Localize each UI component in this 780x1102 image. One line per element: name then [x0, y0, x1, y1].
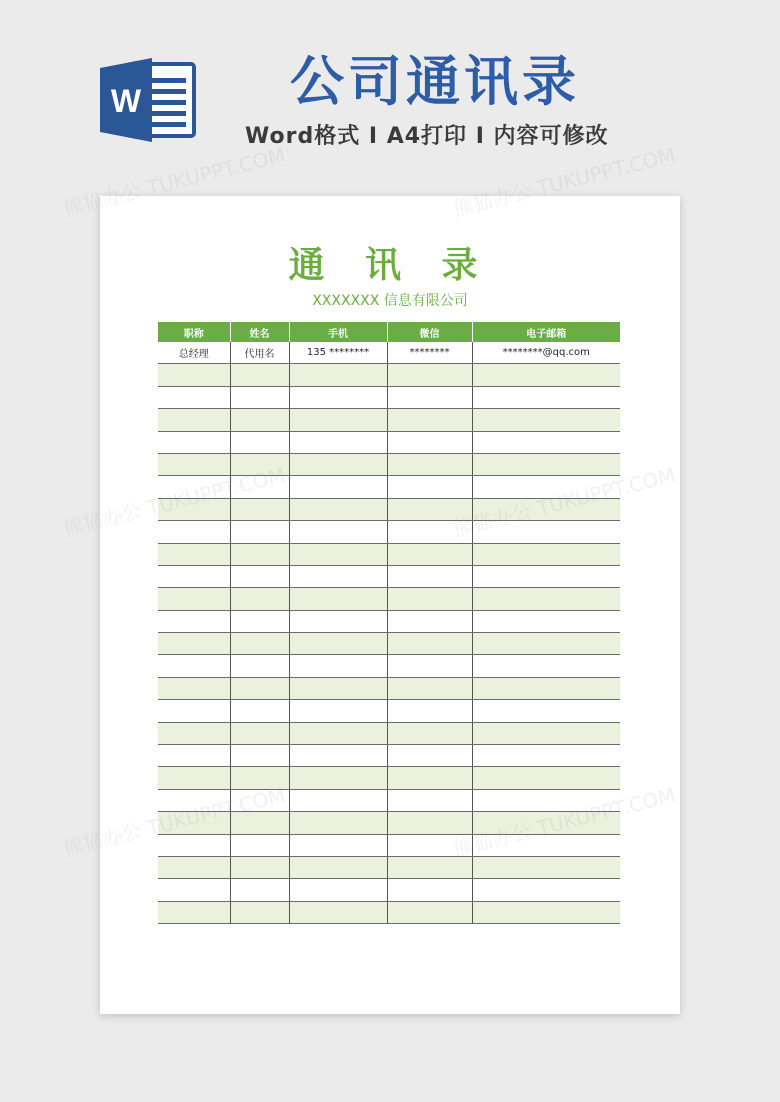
title-cell[interactable]: [158, 543, 230, 565]
wechat-cell[interactable]: [387, 364, 472, 386]
wechat-cell[interactable]: [387, 431, 472, 453]
phone-cell[interactable]: [289, 856, 387, 878]
phone-cell[interactable]: [289, 879, 387, 901]
email-cell[interactable]: [472, 543, 620, 565]
name-cell[interactable]: [230, 498, 289, 520]
column-header-wechat: 微信: [387, 322, 472, 342]
email-cell[interactable]: [472, 767, 620, 789]
title-cell[interactable]: [158, 856, 230, 878]
phone-cell[interactable]: [289, 767, 387, 789]
column-header-name: 姓名: [230, 322, 289, 342]
phone-cell[interactable]: [289, 521, 387, 543]
name-cell[interactable]: [230, 453, 289, 475]
phone-cell[interactable]: [289, 745, 387, 767]
phone-cell[interactable]: [289, 431, 387, 453]
wechat-cell[interactable]: [387, 498, 472, 520]
table-row: [158, 633, 620, 655]
name-cell[interactable]: [230, 812, 289, 834]
table-row: [158, 498, 620, 520]
wechat-cell[interactable]: [387, 901, 472, 923]
wechat-cell[interactable]: [387, 812, 472, 834]
wechat-cell[interactable]: [387, 677, 472, 699]
wechat-cell[interactable]: [387, 521, 472, 543]
document-title: 通 讯 录: [288, 245, 492, 286]
watermark: 熊猫办公: [60, 818, 145, 862]
email-cell[interactable]: [472, 610, 620, 632]
table-row: [158, 409, 620, 431]
phone-cell[interactable]: [289, 633, 387, 655]
name-cell[interactable]: [230, 364, 289, 386]
wechat-cell[interactable]: [387, 722, 472, 744]
name-cell[interactable]: [230, 588, 289, 610]
title-cell[interactable]: [158, 789, 230, 811]
title-cell[interactable]: [158, 409, 230, 431]
wechat-cell[interactable]: ********: [387, 342, 472, 364]
column-header-phone: 手机: [289, 322, 387, 342]
wechat-cell[interactable]: [387, 565, 472, 587]
wechat-cell[interactable]: [387, 700, 472, 722]
name-cell[interactable]: [230, 677, 289, 699]
word-logo-letter: W: [110, 83, 142, 119]
title-cell[interactable]: [158, 565, 230, 587]
table-row: [158, 476, 620, 498]
phone-cell[interactable]: [289, 610, 387, 632]
contact-table: [158, 322, 620, 924]
name-cell[interactable]: [230, 834, 289, 856]
wechat-cell[interactable]: [387, 745, 472, 767]
table-row: [158, 386, 620, 408]
name-cell[interactable]: [230, 700, 289, 722]
table-row: [158, 565, 620, 587]
email-cell[interactable]: [472, 677, 620, 699]
name-cell[interactable]: [230, 386, 289, 408]
title-cell[interactable]: [158, 834, 230, 856]
document-page: [60, 142, 680, 1014]
wechat-cell[interactable]: [387, 856, 472, 878]
wechat-cell[interactable]: [387, 476, 472, 498]
title-cell[interactable]: [158, 453, 230, 475]
table-row: [158, 364, 620, 386]
wechat-cell[interactable]: [387, 633, 472, 655]
table-row: [158, 879, 620, 901]
table-row: [158, 700, 620, 722]
name-cell[interactable]: [230, 409, 289, 431]
title-cell[interactable]: [158, 812, 230, 834]
phone-cell[interactable]: [289, 677, 387, 699]
title-cell[interactable]: [158, 677, 230, 699]
phone-cell[interactable]: [289, 409, 387, 431]
title-cell[interactable]: [158, 745, 230, 767]
phone-cell[interactable]: [289, 476, 387, 498]
name-cell[interactable]: [230, 610, 289, 632]
table-row: [158, 453, 620, 475]
title-cell[interactable]: [158, 901, 230, 923]
email-cell[interactable]: [472, 633, 620, 655]
email-cell[interactable]: [472, 476, 620, 498]
title-cell[interactable]: [158, 655, 230, 677]
phone-cell[interactable]: [289, 700, 387, 722]
banner-title: 公司通讯录: [290, 50, 580, 113]
name-cell[interactable]: [230, 856, 289, 878]
name-cell[interactable]: [230, 565, 289, 587]
email-cell[interactable]: [472, 745, 620, 767]
title-cell[interactable]: 总经理: [158, 342, 230, 364]
email-cell[interactable]: ********@qq.com: [472, 342, 620, 364]
wechat-cell[interactable]: [387, 409, 472, 431]
phone-cell[interactable]: [289, 901, 387, 923]
name-cell[interactable]: [230, 476, 289, 498]
email-cell[interactable]: [472, 453, 620, 475]
phone-cell[interactable]: [289, 834, 387, 856]
name-cell[interactable]: [230, 767, 289, 789]
table-row: [158, 856, 620, 878]
phone-cell[interactable]: [289, 722, 387, 744]
name-cell[interactable]: [230, 543, 289, 565]
email-cell[interactable]: [472, 431, 620, 453]
phone-cell[interactable]: [289, 655, 387, 677]
wechat-cell[interactable]: [387, 588, 472, 610]
name-cell[interactable]: [230, 633, 289, 655]
title-cell[interactable]: [158, 588, 230, 610]
table-row: [158, 521, 620, 543]
table-row: [158, 431, 620, 453]
email-cell[interactable]: [472, 722, 620, 744]
wechat-cell[interactable]: [387, 879, 472, 901]
title-cell[interactable]: [158, 521, 230, 543]
title-cell[interactable]: [158, 633, 230, 655]
email-cell[interactable]: [472, 498, 620, 520]
column-header-email: 电子邮箱: [472, 322, 620, 342]
table-row: [158, 655, 620, 677]
email-cell[interactable]: [472, 364, 620, 386]
table-row: [158, 789, 620, 811]
table-row: [158, 677, 620, 699]
name-cell[interactable]: [230, 879, 289, 901]
phone-cell[interactable]: [289, 812, 387, 834]
phone-cell[interactable]: [289, 386, 387, 408]
wechat-cell[interactable]: [387, 386, 472, 408]
phone-cell[interactable]: [289, 453, 387, 475]
table-row: [158, 543, 620, 565]
title-cell[interactable]: [158, 879, 230, 901]
table-row: [158, 610, 620, 632]
table-row: [158, 745, 620, 767]
title-cell[interactable]: [158, 386, 230, 408]
name-cell[interactable]: [230, 521, 289, 543]
email-cell[interactable]: [472, 856, 620, 878]
title-cell[interactable]: [158, 700, 230, 722]
email-cell[interactable]: [472, 565, 620, 587]
name-cell[interactable]: [230, 722, 289, 744]
name-cell[interactable]: [230, 745, 289, 767]
wechat-cell[interactable]: [387, 767, 472, 789]
table-row: [158, 722, 620, 744]
name-cell[interactable]: 代用名: [230, 342, 289, 364]
email-cell[interactable]: [472, 386, 620, 408]
table-row: [158, 342, 620, 364]
company-name: XXXXXXX 信息有限公司: [312, 293, 468, 309]
watermark: 熊猫办公 TUKUPPT.COM: [60, 142, 288, 222]
phone-cell[interactable]: [289, 543, 387, 565]
wechat-cell[interactable]: [387, 543, 472, 565]
wechat-cell[interactable]: [387, 610, 472, 632]
email-cell[interactable]: [472, 834, 620, 856]
table-row: [158, 588, 620, 610]
title-cell[interactable]: [158, 767, 230, 789]
wechat-cell[interactable]: [387, 789, 472, 811]
email-cell[interactable]: [472, 588, 620, 610]
name-cell[interactable]: [230, 431, 289, 453]
wechat-cell[interactable]: [387, 834, 472, 856]
watermark: 熊猫办公 TUKUPPT.COM: [450, 142, 678, 222]
phone-cell[interactable]: [289, 588, 387, 610]
phone-cell[interactable]: 135 ********: [289, 342, 387, 364]
email-cell[interactable]: [472, 789, 620, 811]
email-cell[interactable]: [472, 700, 620, 722]
table-row: [158, 812, 620, 834]
phone-cell[interactable]: [289, 565, 387, 587]
email-cell[interactable]: [472, 521, 620, 543]
email-cell[interactable]: [472, 879, 620, 901]
title-cell[interactable]: [158, 364, 230, 386]
email-cell[interactable]: [472, 409, 620, 431]
name-cell[interactable]: [230, 901, 289, 923]
phone-cell[interactable]: [289, 789, 387, 811]
email-cell[interactable]: [472, 655, 620, 677]
name-cell[interactable]: [230, 789, 289, 811]
title-cell[interactable]: [158, 498, 230, 520]
title-cell[interactable]: [158, 431, 230, 453]
title-cell[interactable]: [158, 610, 230, 632]
wechat-cell[interactable]: [387, 453, 472, 475]
banner-subtitle: Word格式 I A4打印 I 内容可修改: [245, 124, 609, 149]
table-row: [158, 834, 620, 856]
phone-cell[interactable]: [289, 498, 387, 520]
name-cell[interactable]: [230, 655, 289, 677]
table-row: [158, 901, 620, 923]
wechat-cell[interactable]: [387, 655, 472, 677]
title-cell[interactable]: [158, 722, 230, 744]
email-cell[interactable]: [472, 812, 620, 834]
column-header-title: 职称: [158, 322, 230, 342]
table-row: [158, 767, 620, 789]
phone-cell[interactable]: [289, 364, 387, 386]
email-cell[interactable]: [472, 901, 620, 923]
table-header-row: [158, 322, 620, 342]
word-app-icon: [100, 58, 198, 142]
watermark: 熊猫办公: [60, 498, 145, 542]
title-cell[interactable]: [158, 476, 230, 498]
